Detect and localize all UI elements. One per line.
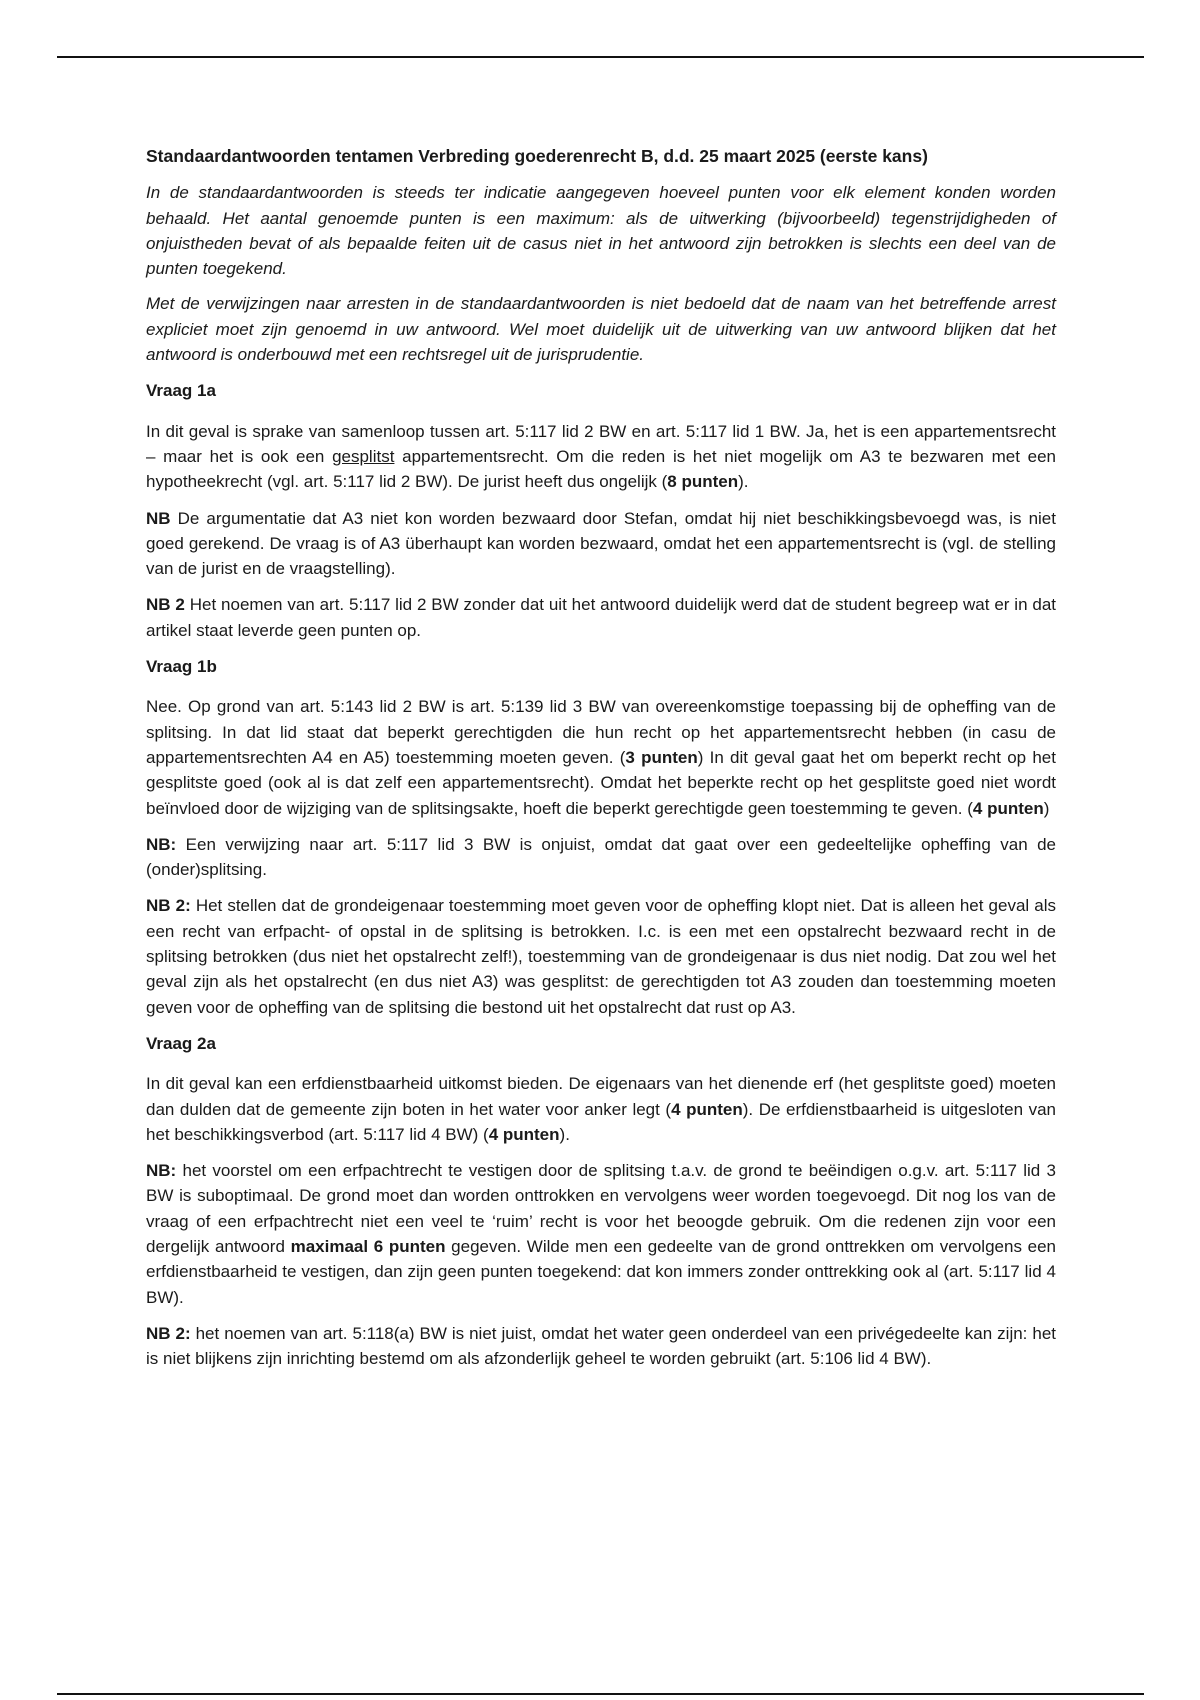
note-1a-nb-label: NB: [146, 508, 171, 528]
answer-1b-text-b: ) In dit geval gaat het om beperkt recht op het gesplitste goed (ook al is dat zelf een appartementsrecht). Omdat het beperkte recht op het gesplitste goed niet wordt beïnvloed door de wijziging van de splitsingsakte, hoeft die beperkt gerechtigde geen toestemming te geven. (: [146, 747, 1056, 818]
intro-paragraph-case-law: Met de verwijzingen naar arresten in de standaardantwoorden is niet bedoeld dat de naam van het betreffende arrest expliciet moet zijn genoemd in uw antwoord. Wel moet duidelijk uit de uitwerking van uw antwoord blijken dat het antwoord is onderbouwd met een rechtsregel uit de jurisprudentie.: [146, 294, 1056, 365]
question-heading-2a: Vraag 2a: [146, 1033, 216, 1053]
note-1a-nb: [146, 506, 1056, 582]
note-1a-nb2-label: NB 2: [146, 595, 185, 615]
note-1a-nb2: [146, 592, 1056, 643]
answer-2a-paragraph: [146, 1071, 1056, 1147]
note-1a-nb2-text: Het noemen van art. 5:117 lid 2 BW zonder dat uit het antwoord duidelijk werd dat de student begreep wat er in dat artikel staat leverde geen punten op.: [146, 595, 1057, 640]
answer-1b-text-a: Nee. Op grond van art. 5:143 lid 2 BW is art. 5:139 lid 3 BW van overeenkomstige toepassing bij de opheffing van de splitsing. In dat lid staat dat beperkt gerechtigden die hun recht op het appartementsrecht hebben (in casu de appartementsrechten A4 en A5) toestemming moeten geven. (: [146, 697, 1056, 767]
note-1b-nb2-text: Het stellen dat de grondeigenaar toestemming moet geven voor de opheffing klopt niet. Dat is alleen het geval als een recht van erfpacht- of opstal in de splitsing is betrokken. I.c. is een met een opstalrecht bezwaard recht in de splitsing betrokken (dus niet het opstalrecht zelf!), toestemming van de grondeigenaar is dus niet nodig. Dat zou wel het geval zijn als het opstalrecht (en dus niet A3) was gesplitst: de gerechtigden tot A3 zouden dan toestemming moeten geven voor de opheffing van de splitsing die bestond uit het opstalrecht dat rust op A3.: [146, 896, 1056, 1017]
answer-1a-text-a: In dit geval is sprake van samenloop tussen art. 5:117 lid 2 BW en art. 5:117 lid 1 BW. Ja, het is een appartementsrecht – maar het is ook een: [146, 421, 1056, 466]
answer-2a-text-a: In dit geval kan een erfdienstbaarheid uitkomst bieden. De eigenaars van het dienende erf (het gesplitste goed) moeten dan dulden dat de gemeente zijn boten in het water voor anker legt (: [146, 1074, 1056, 1119]
note-2a-nb: [146, 1158, 1056, 1310]
answer-1a-paragraph: [146, 419, 1056, 495]
note-2a-nb-text-a: het voorstel om een erfpachtrecht te vestigen door de splitsing t.a.v. de grond te beëindigen o.g.v. art. 5:117 lid 3 BW is suboptimaal. De grond moet dan worden onttrokken en vervolgens weer worden toegevoegd. Dit nog los van de vraag of een erfpachtrecht niet een veel te ‘ruim’ recht is voor het beoogde gebruik. Om die redenen zijn voor een dergelijk antwoord: [146, 1161, 1056, 1256]
note-1a-nb-text: De argumentatie dat A3 niet kon worden bezwaard door Stefan, omdat hij niet beschikkingsbevoegd was, is niet goed gerekend. De vraag is of A3 überhaupt kan worden bezwaard, omdat het een appartementsrecht is (vgl. de stelling van de jurist en de vraagstelling).: [146, 508, 1056, 579]
note-2a-nb-text-b: gegeven. Wilde men een gedeelte van de grond onttrekken om vervolgens een erfdienstbaarheid te vestigen, dan zijn geen punten toegekend: dat kon immers zonder onttrekking ook al (art. 5:117 lid 4 BW).: [146, 1236, 1056, 1307]
note-2a-nb2: [146, 1321, 1056, 1372]
header-rule: [57, 56, 1144, 58]
note-1b-nb-text: Een verwijzing naar art. 5:117 lid 3 BW is onjuist, omdat dat gaat over een gedeeltelijke opheffing van de (onder)splitsing.: [146, 834, 1056, 880]
document-title: Standaardantwoorden tentamen Verbreding goederenrecht B, d.d. 25 maart 2025 (eerste kans): [146, 146, 928, 166]
answer-2a-points-1: 4 punten: [671, 1099, 743, 1119]
question-heading-1b: Vraag 1b: [146, 657, 217, 677]
note-2a-nb2-label: NB 2:: [146, 1323, 191, 1343]
answer-1b-text-c: ): [1043, 798, 1050, 818]
note-1b-nb2-label: NB 2:: [146, 896, 191, 916]
answer-2a-text-b: ). De erfdienstbaarheid is uitgesloten van het beschikkingsverbod (art. 5:117 lid 4 BW) (: [146, 1099, 1056, 1144]
answer-1a-text-b: appartementsrecht. Om die reden is het niet mogelijk om A3 te bezwaren met een hypotheekrecht (vgl. art. 5:117 lid 2 BW). De jurist heeft dus ongelijk (: [146, 446, 1056, 492]
answer-2a-text-c: ).: [559, 1124, 570, 1144]
note-2a-nb2-text: het noemen van art. 5:118(a) BW is niet juist, omdat het water geen onderdeel van een privégedeelte kan zijn: het is niet blijkens zijn inrichting bestemd om als afzonderlijk geheel te worden gebruikt (art. 5:106 lid 4 BW).: [146, 1323, 1056, 1369]
answer-1b-points-2: 4 punten: [972, 798, 1044, 818]
answer-2a-points-2: 4 punten: [488, 1124, 560, 1144]
answer-1a-points: 8 punten: [667, 472, 739, 492]
answer-1b-points-1: 3 punten: [625, 747, 698, 767]
question-heading-1a: Vraag 1a: [146, 381, 216, 401]
document-body: [146, 144, 1056, 1382]
note-1b-nb: [146, 832, 1056, 883]
note-2a-nb-max-points: maximaal 6 punten: [290, 1236, 446, 1256]
note-2a-nb-label: NB:: [146, 1161, 177, 1181]
answer-1b-paragraph: [146, 694, 1056, 820]
footer-rule: [57, 1693, 1144, 1695]
answer-1a-underlined: gesplitst: [332, 446, 395, 466]
intro-paragraph-points: In de standaardantwoorden is steeds ter indicatie aangegeven hoeveel punten voor elk element konden worden behaald. Het aantal genoemde punten is een maximum: als de uitwerking (bijvoorbeeld) tegenstrijdigheden of onjuistheden bevat of als bepaalde feiten uit de casus niet in het antwoord zijn betrokken is slechts een deel van de punten toegekend.: [146, 183, 1056, 279]
note-1b-nb-label: NB:: [146, 834, 177, 854]
answer-1a-text-c: ).: [738, 472, 749, 492]
note-1b-nb2: [146, 893, 1056, 1019]
